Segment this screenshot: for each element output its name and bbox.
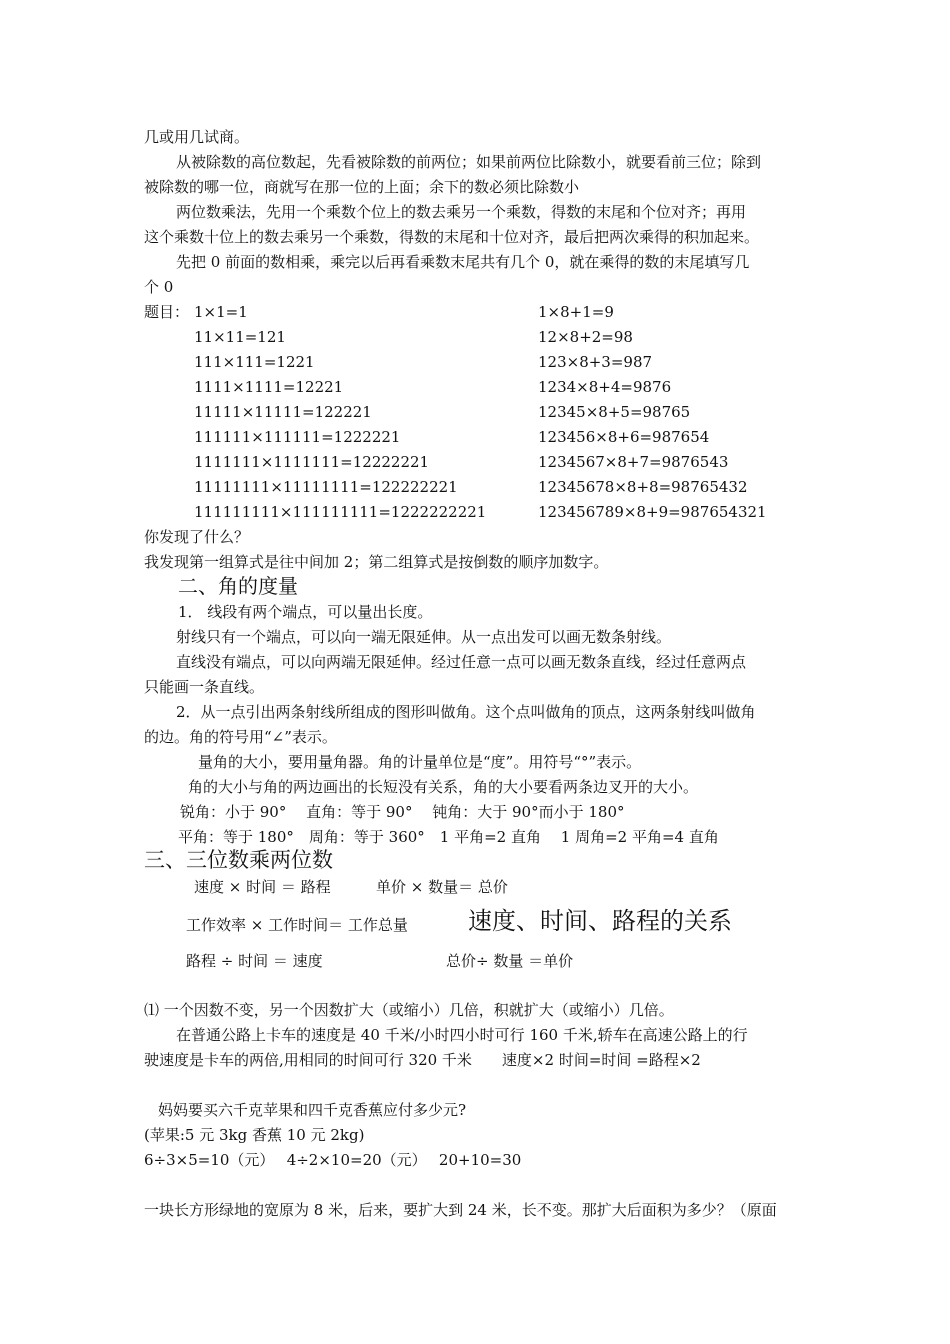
rectangle-problem: 一块长方形绿地的宽原为 8 米，后来，要扩大到 24 米，长不变。那扩大后面积为多少？（原面 [144, 1201, 777, 1219]
exercise-right-item: 1×8+1=9 [538, 303, 614, 321]
paragraph-zero-rule-cont: 个 0 [144, 278, 174, 296]
truck-problem-cont: 驶速度是卡车的两倍,用相同的时间可行 320 千米 速度×2 时间=时间 =路程×2 [144, 1051, 701, 1069]
exercise-right-item: 123×8+3=987 [538, 353, 653, 371]
exercise-left-item: 111111×111111=1222221 [194, 428, 401, 446]
exercise-right-item: 12345678×8+8=98765432 [538, 478, 748, 496]
exercise-right-item: 123456789×8+9=987654321 [538, 503, 767, 521]
exercise-left-item: 111×111=1221 [194, 353, 315, 371]
exercise-right-item: 12×8+2=98 [538, 328, 633, 346]
paragraph-division-rule-cont: 被除数的哪一位，商就写在那一位的上面；余下的数必须比除数小 [144, 178, 580, 196]
intro-line: 几或用几试商。 [144, 128, 250, 146]
exercise-left-item: 11111×11111=122221 [194, 403, 372, 421]
fruit-problem: 妈妈要买六千克苹果和四千克香蕉应付多少元? [158, 1101, 467, 1119]
section-heading-multiplication: 三、三位数乘两位数 [144, 848, 333, 872]
exercise-left-item: 1×1=1 [194, 303, 248, 321]
exercise-left-item: 11111111×11111111=122222221 [194, 478, 458, 496]
exercise-question: 你发现了什么？ [144, 528, 250, 546]
angle-measure: 量角的大小，要用量角器。角的计量单位是“度”。用符号“°”表示。 [198, 753, 642, 771]
exercise-left-item: 111111111×111111111=1222222221 [194, 503, 487, 521]
exercise-right-item: 1234567×8+7=9876543 [538, 453, 729, 471]
formula-total-price: 单价 × 数量＝ 总价 [376, 878, 508, 896]
exercise-left-item: 1111111×1111111=12222221 [194, 453, 430, 471]
angle-line-segment: 1． 线段有两个端点，可以量出长度。 [178, 603, 433, 621]
exercise-right-item: 12345×8+5=98765 [538, 403, 691, 421]
product-rule: ⑴ 一个因数不变，另一个因数扩大（或缩小）几倍，积就扩大（或缩小）几倍。 [144, 1001, 674, 1019]
fruit-solution: 6÷3×5=10（元） 4÷2×10=20（元） 20+10=30 [144, 1151, 522, 1169]
exercise-answer: 我发现第一组算式是往中间加 2；第二组算式是按倒数的顺序加数字。 [144, 553, 609, 571]
paragraph-multiplication-rule: 两位数乘法，先用一个乘数个位上的数去乘另一个乘数，得数的末尾和个位对齐；再用 [176, 203, 747, 221]
angle-straight-line-cont: 只能画一条直线。 [144, 678, 265, 696]
paragraph-multiplication-rule-cont: 这个乘数十位上的数去乘另一个乘数，得数的末尾和十位对齐，最后把两次乘得的积加起来。 [144, 228, 760, 246]
angle-types-1: 锐角：小于 90° 直角：等于 90° 钝角：大于 90°而小于 180° [180, 803, 625, 821]
angle-straight-line: 直线没有端点，可以向两端无限延伸。经过任意一点可以画无数条直线，经过任意两点 [176, 653, 747, 671]
truck-problem: 在普通公路上卡车的速度是 40 千米/小时四小时可行 160 千米,轿车在高速公路上的行 [176, 1026, 748, 1044]
formula-work: 工作效率 × 工作时间＝ 工作总量 [186, 916, 408, 934]
exercise-right-item: 123456×8+6=987654 [538, 428, 710, 446]
exercise-label: 题目： [144, 303, 190, 321]
angle-types-2: 平角：等于 180° 周角：等于 360° 1 平角=2 直角 1 周角=2 平角=4 直角 [178, 828, 719, 846]
angle-size: 角的大小与角的两边画出的长短没有关系，角的大小要看两条边叉开的大小。 [188, 778, 699, 796]
section-heading-angle: 二、角的度量 [178, 574, 298, 598]
fruit-prices: (苹果:5 元 3kg 香蕉 10 元 2kg) [144, 1126, 365, 1144]
formula-speed: 路程 ÷ 时间 ＝ 速度 [186, 952, 323, 970]
angle-definition: 2．从一点引出两条射线所组成的图形叫做角。这个点叫做角的顶点，这两条射线叫做角 [176, 703, 756, 721]
formula-distance: 速度 × 时间 ＝ 路程 [194, 878, 331, 896]
angle-ray: 射线只有一个端点，可以向一端无限延伸。从一点出发可以画无数条射线。 [176, 628, 672, 646]
paragraph-division-rule: 从被除数的高位数起，先看被除数的前两位；如果前两位比除数小，就要看前三位；除到 [176, 153, 762, 171]
angle-definition-cont: 的边。角的符号用“∠”表示。 [144, 728, 337, 746]
paragraph-zero-rule: 先把 0 前面的数相乘，乘完以后再看乘数末尾共有几个 0，就在乘得的数的末尾填写几 [176, 253, 750, 271]
exercise-right-item: 1234×8+4=9876 [538, 378, 672, 396]
relationship-title: 速度、时间、路程的关系 [468, 907, 732, 935]
formula-unit-price: 总价÷ 数量 ＝单价 [446, 952, 574, 970]
exercise-left-item: 11×11=121 [194, 328, 286, 346]
exercise-left-item: 1111×1111=12221 [194, 378, 344, 396]
